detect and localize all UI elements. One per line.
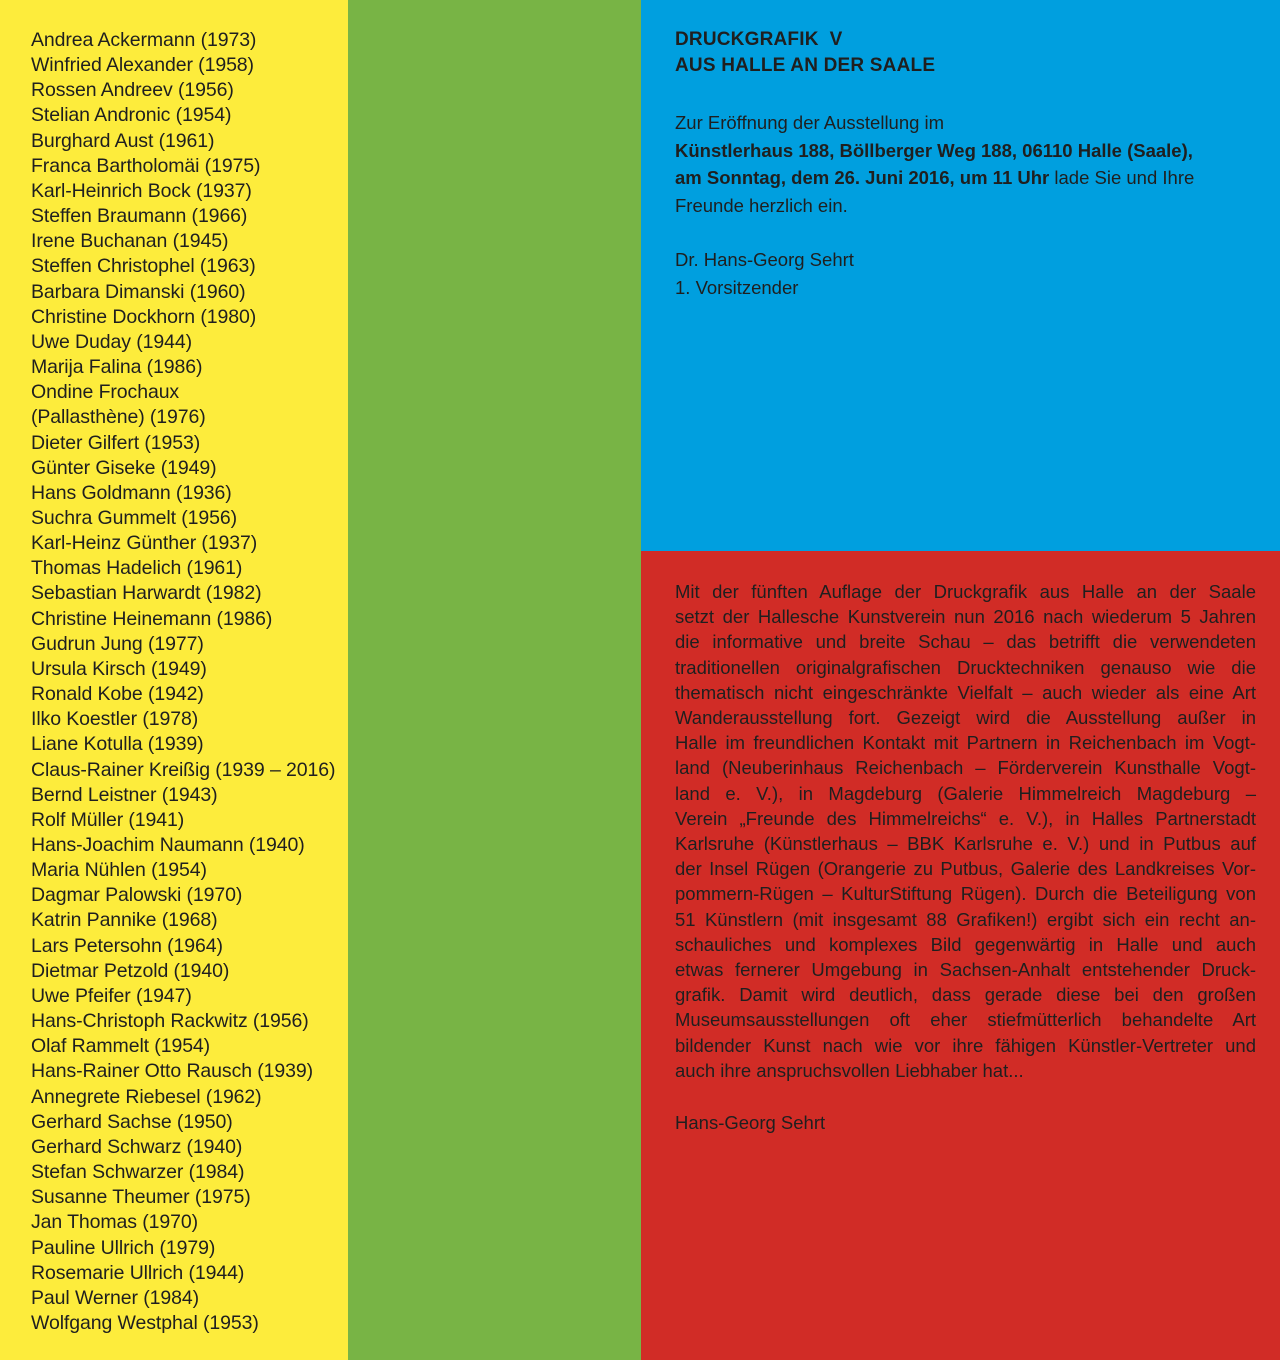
title-line-1: DRUCKGRAFIK V	[675, 29, 843, 50]
artist-item: Susanne Theumer (1975)	[31, 1186, 251, 1209]
description-line: Karlsruhe (Künstlerhaus – BBK Karlsruhe e. V.) und in Putbus auf	[675, 833, 1256, 855]
invitation-date-rest: lade Sie und Ihre	[1049, 167, 1195, 188]
artist-item: Katrin Pannike (1968)	[31, 909, 218, 932]
artist-item: Hans-Rainer Otto Rausch (1939)	[31, 1060, 314, 1083]
artist-item: Christine Dockhorn (1980)	[31, 305, 257, 328]
description-line: Halle im freundlichen Kontakt mit Partnern in Reichenbach im Vogt-	[675, 732, 1256, 754]
artist-item: Dagmar Palowski (1970)	[31, 884, 243, 907]
artist-list-panel	[0, 0, 348, 1360]
artist-item: Claus-Rainer Kreißig (1939 – 2016)	[31, 758, 336, 781]
description-line: traditionellen originalgrafischen Drucktechniken genauso wie die	[675, 656, 1256, 678]
artist-item: Ronald Kobe (1942)	[31, 683, 204, 706]
description-line: pommern-Rügen – KulturStiftung Rügen). Durch die Beteiligung von	[675, 883, 1256, 905]
artist-item: Günter Giseke (1949)	[31, 456, 217, 479]
invitation-closing: Freunde herzlich ein.	[675, 194, 848, 216]
artist-item: Bernd Leistner (1943)	[31, 783, 218, 806]
artist-item: Stelian Andronic (1954)	[31, 104, 232, 127]
description-line: setzt der Hallesche Kunstverein nun 2016 nach wiederum 5 Jahren	[675, 606, 1256, 628]
green-color-panel	[348, 0, 641, 1360]
artist-item: Franca Bartholomäi (1975)	[31, 154, 261, 177]
description-line: Mit der fünften Auflage der Druckgrafik aus Halle an der Saale	[675, 581, 1256, 602]
artist-item: Gerhard Schwarz (1940)	[31, 1135, 243, 1158]
artist-item: Jan Thomas (1970)	[31, 1211, 199, 1234]
artist-item: Marija Falina (1986)	[31, 356, 203, 379]
invitation-text	[675, 109, 1252, 219]
description-line: land (Neuberinhaus Reichenbach – Förderverein Kunsthalle Vogt-	[675, 757, 1256, 779]
artist-item: Barbara Dimanski (1960)	[31, 280, 246, 303]
artist-item: Dieter Gilfert (1953)	[31, 431, 201, 454]
artist-item: Steffen Christophel (1963)	[31, 255, 256, 278]
invitation-venue: Künstlerhaus 188, Böllberger Weg 188, 06110 Halle (Saale),	[675, 139, 1193, 161]
description-line: schauliches und komplexes Bild gegenwärtig in Halle und auch	[675, 933, 1256, 955]
description-line: Wanderausstellung fort. Gezeigt wird die Ausstellung außer in	[675, 707, 1256, 729]
artist-item: Dietmar Petzold (1940)	[31, 959, 230, 982]
artist-item: Pauline Ullrich (1979)	[31, 1236, 216, 1259]
artist-item: Liane Kotulla (1939)	[31, 733, 204, 756]
artist-item: Olaf Rammelt (1954)	[31, 1035, 211, 1058]
artist-item: Uwe Duday (1944)	[31, 330, 192, 353]
artist-item: Stefan Schwarzer (1984)	[31, 1161, 245, 1184]
description-line: Verein „Freunde des Himmelreichs“ e. V.), in Halles Partnerstadt	[675, 807, 1256, 829]
signer-role: 1. Vorsitzender	[675, 276, 799, 298]
description-line: thematisch nicht eingeschränkte Vielfalt – auch wieder als eine Art	[675, 681, 1256, 703]
artist-item: Hans Goldmann (1936)	[31, 481, 232, 504]
artist-item: Thomas Hadelich (1961)	[31, 557, 243, 580]
description-line: der Insel Rügen (Orangerie zu Putbus, Galerie des Landkreises Vor-	[675, 858, 1256, 880]
invitation-intro: Zur Eröffnung der Ausstellung im	[675, 112, 945, 133]
invitation-date: am Sonntag, dem 26. Juni 2016, um 11 Uhr	[675, 167, 1050, 188]
artist-item: Rosemarie Ullrich (1944)	[31, 1261, 245, 1284]
description-line: grafik. Damit wird deutlich, dass gerade diese bei den großen	[675, 984, 1256, 1006]
artist-item: Sebastian Harwardt (1982)	[31, 582, 262, 605]
artist-item: Rolf Müller (1941)	[31, 808, 185, 831]
artist-item: Hans-Christoph Rackwitz (1956)	[31, 1010, 309, 1033]
artist-item: Ilko Koestler (1978)	[31, 708, 199, 731]
description-line: etwas fernerer Umgebung in Sachsen-Anhalt entstehender Druck-	[675, 959, 1256, 981]
description-line: auch ihre anspruchsvollen Liebhaber hat...	[675, 1059, 1024, 1081]
signer-name: Dr. Hans-Georg Sehrt	[675, 249, 854, 270]
artist-item: Maria Nühlen (1954)	[31, 859, 207, 882]
artist-item: Karl-Heinrich Bock (1937)	[31, 179, 252, 202]
artist-item: Lars Petersohn (1964)	[31, 934, 223, 957]
description-text	[675, 579, 1256, 1083]
description-line: land e. V.), in Magdeburg (Galerie Himmelreich Magdeburg –	[675, 782, 1256, 804]
invitation-panel	[641, 0, 1280, 551]
title-line-2: AUS HALLE AN DER SAALE	[675, 55, 936, 76]
artist-item: Wolfgang Westphal (1953)	[31, 1311, 259, 1334]
artist-item: Winfried Alexander (1958)	[31, 54, 254, 77]
artist-list	[31, 28, 348, 1336]
artist-item: Burghard Aust (1961)	[31, 129, 215, 152]
description-panel	[641, 551, 1280, 1360]
description-line: 51 Künstlern (mit insgesamt 88 Grafiken!) ergibt sich ein recht an-	[675, 908, 1256, 930]
description-line: Museumsausstellungen oft eher stiefmütterlich behandelte Art	[675, 1009, 1256, 1031]
artist-item: Paul Werner (1984)	[31, 1286, 200, 1309]
artist-item: Ursula Kirsch (1949)	[31, 657, 207, 680]
description-author: Hans-Georg Sehrt	[675, 1112, 826, 1134]
artist-item: Annegrete Riebesel (1962)	[31, 1085, 262, 1108]
artist-item: Rossen Andreev (1956)	[31, 79, 234, 102]
artist-item: Gudrun Jung (1977)	[31, 632, 204, 655]
artist-item: Uwe Pfeifer (1947)	[31, 984, 192, 1007]
description-line: die informative und breite Schau – das betrifft die verwendeten	[675, 631, 1256, 653]
artist-item: Steffen Braumann (1966)	[31, 205, 248, 228]
artist-item: Christine Heinemann (1986)	[31, 607, 273, 630]
artist-item: Gerhard Sachse (1950)	[31, 1110, 233, 1133]
invitation-signature	[675, 246, 1252, 301]
artist-item: Irene Buchanan (1945)	[31, 230, 229, 253]
artist-item: Ondine Frochaux	[31, 381, 180, 404]
invitation-date-line	[675, 164, 1252, 192]
artist-item: (Pallasthène) (1976)	[31, 406, 206, 429]
artist-item: Suchra Gummelt (1956)	[31, 506, 237, 529]
description-line: bildender Kunst nach wie vor ihre fähigen Künstler-Vertreter und	[675, 1034, 1256, 1056]
artist-item: Andrea Ackermann (1973)	[31, 29, 257, 51]
artist-item: Karl-Heinz Günther (1937)	[31, 532, 258, 555]
artist-item: Hans-Joachim Naumann (1940)	[31, 834, 305, 856]
exhibition-title	[675, 27, 1252, 79]
